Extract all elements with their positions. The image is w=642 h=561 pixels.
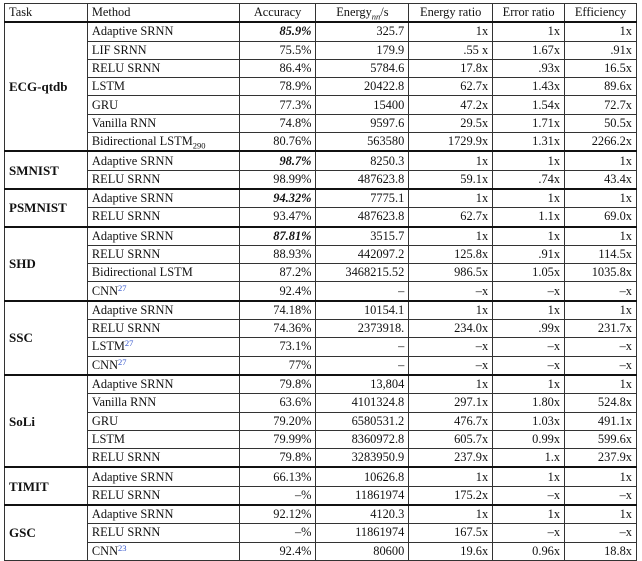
method-label: GRU [91, 97, 119, 112]
error-ratio-cell: 1.31x [493, 133, 565, 152]
table-row [5, 170, 637, 189]
efficiency-cell: 2266.2x [565, 133, 637, 152]
accuracy-cell: 78.9% [239, 78, 316, 96]
accuracy-cell: 79.8% [239, 449, 316, 468]
error-ratio-cell: –x [493, 524, 565, 542]
accuracy-cell: 87.2% [239, 264, 316, 282]
efficiency-cell: 237.9x [565, 449, 637, 468]
efficiency-cell: 69.0x [565, 208, 637, 227]
error-ratio-cell: 1x [493, 375, 565, 394]
energy-cell: 8360972.8 [316, 430, 409, 448]
error-ratio-cell: 1.x [493, 449, 565, 468]
energy-cell: 11861974 [316, 524, 409, 542]
method-cell [87, 524, 239, 542]
energy-cell: – [316, 282, 409, 301]
table-row [5, 356, 637, 375]
error-ratio-cell: 1.1x [493, 208, 565, 227]
method-cell [87, 41, 239, 59]
efficiency-cell: 231.7x [565, 320, 637, 338]
accuracy-cell: –% [239, 486, 316, 505]
efficiency-cell: 491.1x [565, 412, 637, 430]
method-label: LSTM [91, 79, 125, 94]
accuracy-cell: 92.4% [239, 542, 316, 560]
accuracy-cell: 79.99% [239, 430, 316, 448]
header-task: Task [5, 4, 88, 23]
energy-ratio-cell: 1x [409, 227, 493, 246]
citation-link[interactable]: 27 [124, 338, 134, 349]
energy-cell: 20422.8 [316, 78, 409, 96]
method-label: Adaptive SRNN [91, 377, 174, 392]
efficiency-cell: 1x [565, 22, 637, 41]
accuracy-cell: 63.6% [239, 394, 316, 412]
table-row [5, 189, 637, 208]
header-energy [316, 4, 409, 23]
energy-ratio-cell: –x [409, 338, 493, 356]
efficiency-cell: 599.6x [565, 430, 637, 448]
accuracy-cell: 92.12% [239, 505, 316, 524]
method-label: Vanilla RNN [91, 115, 157, 130]
method-cell [87, 189, 239, 208]
energy-cell: 325.7 [316, 22, 409, 41]
error-ratio-cell: –x [493, 486, 565, 505]
method-label: RELU SRNN [91, 171, 161, 186]
method-cell [87, 412, 239, 430]
table-row [5, 375, 637, 394]
header-method: Method [87, 4, 239, 23]
accuracy-cell: 98.7% [239, 151, 316, 170]
accuracy-cell: 73.1% [239, 338, 316, 356]
accuracy-cell: 80.76% [239, 133, 316, 152]
method-cell [87, 301, 239, 320]
energy-ratio-cell: 125.8x [409, 245, 493, 263]
energy-cell: 7775.1 [316, 189, 409, 208]
method-label: Bidirectional LSTM [91, 265, 193, 280]
energy-cell: 10154.1 [316, 301, 409, 320]
error-ratio-cell: 1x [493, 189, 565, 208]
task-cell: PSMNIST [5, 189, 88, 227]
method-cell [87, 320, 239, 338]
method-cell [87, 505, 239, 524]
energy-cell: 487623.8 [316, 208, 409, 227]
method-cell [87, 394, 239, 412]
energy-cell: 8250.3 [316, 151, 409, 170]
method-cell [87, 96, 239, 114]
error-ratio-cell: 1.67x [493, 41, 565, 59]
method-cell [87, 170, 239, 189]
table-row [5, 22, 637, 41]
method-cell [87, 338, 239, 356]
error-ratio-cell: –x [493, 338, 565, 356]
header-accuracy: Accuracy [239, 4, 316, 23]
energy-ratio-cell: 1x [409, 467, 493, 486]
energy-ratio-cell: 175.2x [409, 486, 493, 505]
efficiency-cell: 524.8x [565, 394, 637, 412]
efficiency-cell: –x [565, 356, 637, 375]
efficiency-cell: –x [565, 524, 637, 542]
method-label: RELU SRNN [91, 209, 161, 224]
efficiency-cell: 1x [565, 375, 637, 394]
error-ratio-cell: 1x [493, 227, 565, 246]
error-ratio-cell: –x [493, 282, 565, 301]
method-cell [87, 78, 239, 96]
energy-ratio-cell: –x [409, 282, 493, 301]
energy-ratio-cell: 1x [409, 189, 493, 208]
error-ratio-cell: 1.43x [493, 78, 565, 96]
table-row [5, 467, 637, 486]
energy-ratio-cell: 237.9x [409, 449, 493, 468]
method-cell [87, 430, 239, 448]
accuracy-cell: 79.8% [239, 375, 316, 394]
table-row [5, 338, 637, 356]
method-cell [87, 486, 239, 505]
efficiency-cell: 1x [565, 151, 637, 170]
efficiency-cell: 16.5x [565, 59, 637, 77]
accuracy-cell: 87.81% [239, 227, 316, 246]
header-efficiency: Efficiency [565, 4, 637, 23]
error-ratio-cell: 1.71x [493, 114, 565, 132]
energy-ratio-cell: 62.7x [409, 208, 493, 227]
accuracy-cell: 93.47% [239, 208, 316, 227]
energy-ratio-cell: 986.5x [409, 264, 493, 282]
table-row [5, 96, 637, 114]
table-row [5, 394, 637, 412]
energy-ratio-cell: 605.7x [409, 430, 493, 448]
accuracy-cell: 88.93% [239, 245, 316, 263]
method-label: RELU SRNN [91, 487, 161, 502]
task-cell: SSC [5, 301, 88, 375]
error-ratio-cell: 1x [493, 467, 565, 486]
efficiency-cell: 114.5x [565, 245, 637, 263]
method-cell [87, 151, 239, 170]
table-row [5, 486, 637, 505]
error-ratio-cell: .99x [493, 320, 565, 338]
error-ratio-cell: .74x [493, 170, 565, 189]
table-row [5, 282, 637, 301]
method-label: RELU SRNN [91, 450, 161, 465]
energy-ratio-cell: .55 x [409, 41, 493, 59]
energy-ratio-cell: 1x [409, 151, 493, 170]
energy-cell: 10626.8 [316, 467, 409, 486]
energy-cell: – [316, 338, 409, 356]
table-row [5, 505, 637, 524]
energy-ratio-cell: 1x [409, 375, 493, 394]
efficiency-cell: 1x [565, 189, 637, 208]
energy-cell: 563580 [316, 133, 409, 152]
method-cell [87, 264, 239, 282]
citation-link[interactable]: 27 [118, 356, 127, 367]
header-error-ratio: Error ratio [493, 4, 565, 23]
results-table [4, 3, 637, 561]
accuracy-cell: 74.36% [239, 320, 316, 338]
error-ratio-cell: 1x [493, 505, 565, 524]
method-cell [87, 282, 239, 301]
table-row [5, 133, 637, 152]
header-energy-main: Energy [336, 5, 372, 20]
energy-cell: 6580531.2 [316, 412, 409, 430]
method-label: Adaptive SRNN [91, 507, 174, 522]
efficiency-cell: 1035.8x [565, 264, 637, 282]
table-row [5, 301, 637, 320]
energy-ratio-cell: 1729.9x [409, 133, 493, 152]
method-label: LSTM [91, 431, 125, 446]
error-ratio-cell: 1.80x [493, 394, 565, 412]
error-ratio-cell: 1.03x [493, 412, 565, 430]
method-label: Adaptive SRNN [91, 153, 174, 168]
efficiency-cell: –x [565, 282, 637, 301]
method-label: Adaptive SRNN [91, 469, 174, 484]
error-ratio-cell: .93x [493, 59, 565, 77]
method-label: CNN [91, 543, 119, 558]
error-ratio-cell: 1.54x [493, 96, 565, 114]
accuracy-cell: 85.9% [239, 22, 316, 41]
accuracy-cell: 92.4% [239, 282, 316, 301]
table-row [5, 78, 637, 96]
method-label: RELU SRNN [91, 247, 161, 261]
energy-cell: 3515.7 [316, 227, 409, 246]
energy-cell: 5784.6 [316, 59, 409, 77]
method-label: Vanilla RNN [91, 395, 157, 410]
energy-ratio-cell: 59.1x [409, 170, 493, 189]
energy-ratio-cell: 297.1x [409, 394, 493, 412]
header-energy-sub: nn [371, 11, 381, 22]
method-label: LIF SRNN [91, 42, 147, 57]
accuracy-cell: 79.20% [239, 412, 316, 430]
method-label: RELU SRNN [91, 321, 161, 336]
energy-cell: 9597.6 [316, 114, 409, 132]
error-ratio-cell: .91x [493, 245, 565, 263]
efficiency-cell: 1x [565, 505, 637, 524]
method-label: Adaptive SRNN [91, 191, 174, 206]
method-label: RELU SRNN [91, 525, 161, 540]
table-row [5, 208, 637, 227]
energy-cell: 487623.8 [316, 170, 409, 189]
method-label: Adaptive SRNN [91, 302, 174, 317]
energy-ratio-cell: 17.8x [409, 59, 493, 77]
efficiency-cell: 50.5x [565, 114, 637, 132]
task-cell: SoLi [5, 375, 88, 467]
method-label: RELU SRNN [91, 61, 161, 76]
efficiency-cell: –x [565, 486, 637, 505]
table-row [5, 524, 637, 542]
method-cell [87, 449, 239, 468]
results-body [5, 22, 637, 560]
energy-cell: 442097.2 [316, 245, 409, 263]
task-cell: SMNIST [5, 151, 88, 189]
accuracy-cell: 77% [239, 356, 316, 375]
error-ratio-cell: 0.99x [493, 430, 565, 448]
citation-link[interactable]: 27 [118, 282, 127, 293]
accuracy-cell: 94.32% [239, 189, 316, 208]
energy-cell: 3468215.52 [316, 264, 409, 282]
energy-ratio-cell: 234.0x [409, 320, 493, 338]
energy-cell: 3283950.9 [316, 449, 409, 468]
energy-cell: 179.9 [316, 41, 409, 59]
method-label: Adaptive SRNN [91, 228, 174, 243]
accuracy-cell: 75.5% [239, 41, 316, 59]
energy-ratio-cell: 62.7x [409, 78, 493, 96]
energy-cell: 13,804 [316, 375, 409, 394]
task-cell: GSC [5, 505, 88, 560]
method-cell [87, 227, 239, 246]
method-label: Adaptive SRNN [91, 24, 174, 39]
error-ratio-cell: 1.05x [493, 264, 565, 282]
table-row [5, 41, 637, 59]
method-cell [87, 245, 239, 263]
method-subscript: 290 [192, 140, 206, 151]
header-energy-ratio: Energy ratio [409, 4, 493, 23]
error-ratio-cell: 1x [493, 151, 565, 170]
efficiency-cell: 43.4x [565, 170, 637, 189]
header-row [5, 4, 637, 23]
task-cell: SHD [5, 227, 88, 301]
efficiency-cell: 89.6x [565, 78, 637, 96]
method-cell [87, 375, 239, 394]
error-ratio-cell: 1x [493, 22, 565, 41]
results-table-container [4, 3, 637, 561]
error-ratio-cell: –x [493, 356, 565, 375]
table-row [5, 430, 637, 448]
accuracy-cell: 74.18% [239, 301, 316, 320]
efficiency-cell: 1x [565, 301, 637, 320]
table-row [5, 227, 637, 246]
energy-cell: 2373918. [316, 320, 409, 338]
energy-ratio-cell: 1x [409, 505, 493, 524]
energy-ratio-cell: 1x [409, 301, 493, 320]
accuracy-cell: –% [239, 524, 316, 542]
table-row [5, 320, 637, 338]
method-cell [87, 356, 239, 375]
efficiency-cell: 18.8x [565, 542, 637, 560]
citation-link[interactable]: 23 [118, 542, 127, 553]
efficiency-cell: 72.7x [565, 96, 637, 114]
method-cell [87, 208, 239, 227]
efficiency-cell: 1x [565, 467, 637, 486]
task-cell: TIMIT [5, 467, 88, 505]
method-cell [87, 467, 239, 486]
energy-cell: – [316, 356, 409, 375]
energy-cell: 11861974 [316, 486, 409, 505]
energy-ratio-cell: 29.5x [409, 114, 493, 132]
table-row [5, 412, 637, 430]
task-cell: ECG-qtdb [5, 22, 88, 151]
method-label: Bidirectional LSTM [91, 134, 193, 149]
energy-cell: 4120.3 [316, 505, 409, 524]
method-cell [87, 59, 239, 77]
table-row [5, 59, 637, 77]
table-row [5, 264, 637, 282]
table-row [5, 449, 637, 468]
efficiency-cell: .91x [565, 41, 637, 59]
table-row [5, 151, 637, 170]
method-label: LSTM [91, 339, 125, 354]
accuracy-cell: 98.99% [239, 170, 316, 189]
method-cell [87, 542, 239, 560]
method-cell [87, 133, 239, 152]
energy-ratio-cell: 19.6x [409, 542, 493, 560]
energy-ratio-cell: 167.5x [409, 524, 493, 542]
efficiency-cell: –x [565, 338, 637, 356]
accuracy-cell: 66.13% [239, 467, 316, 486]
table-row [5, 542, 637, 560]
accuracy-cell: 74.8% [239, 114, 316, 132]
error-ratio-cell: 1x [493, 301, 565, 320]
accuracy-cell: 86.4% [239, 59, 316, 77]
energy-cell: 4101324.8 [316, 394, 409, 412]
error-ratio-cell: 0.96x [493, 542, 565, 560]
header-energy-unit: /s [380, 5, 389, 20]
method-cell [87, 22, 239, 41]
accuracy-cell: 77.3% [239, 96, 316, 114]
energy-ratio-cell: 1x [409, 22, 493, 41]
method-cell [87, 114, 239, 132]
method-label: GRU [91, 413, 119, 428]
method-label: CNN [91, 357, 119, 372]
energy-cell: 15400 [316, 96, 409, 114]
efficiency-cell: 1x [565, 227, 637, 246]
energy-ratio-cell: 476.7x [409, 412, 493, 430]
table-row [5, 114, 637, 132]
table-row [5, 245, 637, 263]
energy-ratio-cell: 47.2x [409, 96, 493, 114]
method-label: CNN [91, 283, 119, 298]
energy-cell: 80600 [316, 542, 409, 560]
energy-ratio-cell: –x [409, 356, 493, 375]
